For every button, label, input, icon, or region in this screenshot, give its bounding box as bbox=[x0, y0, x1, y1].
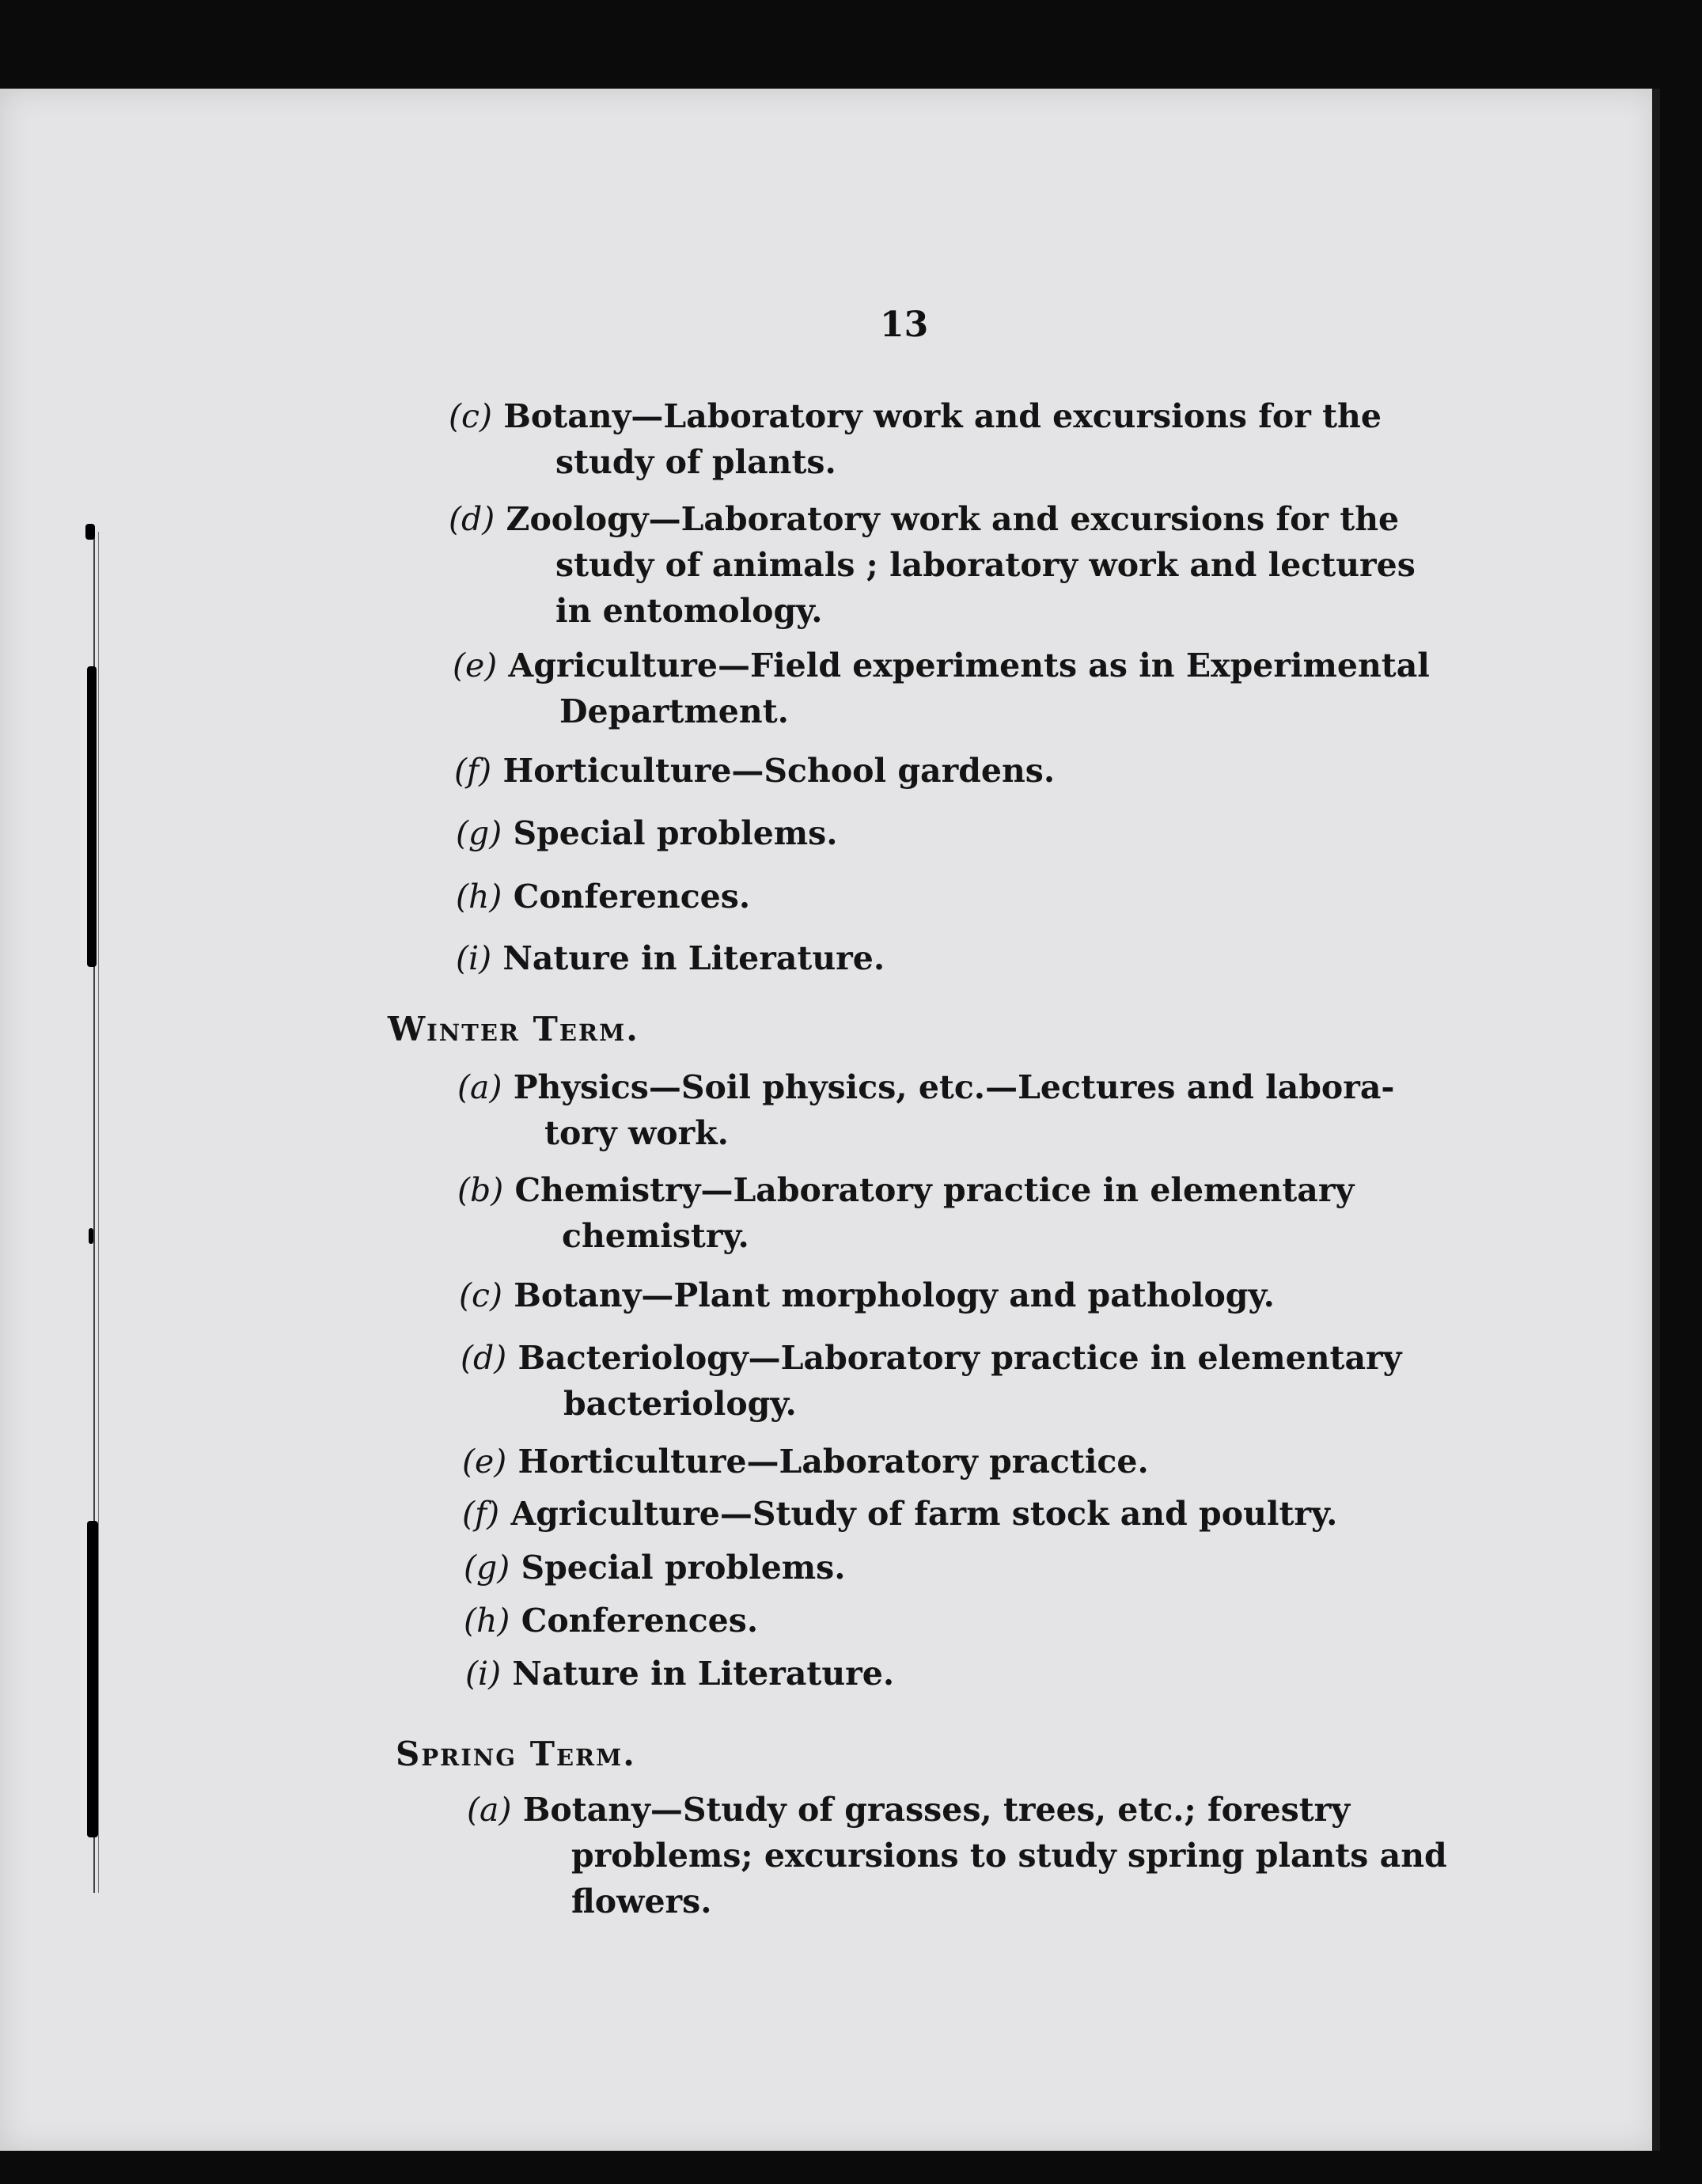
item-label: (a) bbox=[457, 1068, 502, 1106]
item-text: Special problems. bbox=[513, 814, 838, 852]
list-item bbox=[457, 1167, 1439, 1259]
item-label: (d) bbox=[461, 1339, 507, 1377]
item-text: Botany—Plant morphology and pathology. bbox=[514, 1276, 1275, 1314]
item-label: (c) bbox=[459, 1276, 502, 1314]
section-heading-winter: Winter Term. bbox=[388, 1010, 639, 1048]
item-text: Zoology—Laboratory work and excursions for the bbox=[506, 500, 1400, 538]
item-text: Nature in Literature. bbox=[502, 939, 885, 977]
item-label: (a) bbox=[467, 1791, 512, 1829]
list-item bbox=[456, 874, 1437, 919]
list-item bbox=[462, 1439, 1443, 1484]
item-text: Bacteriology—Laboratory practice in elementary bbox=[517, 1339, 1402, 1377]
list-item bbox=[453, 643, 1434, 734]
section-heading-spring: Spring Term. bbox=[396, 1735, 636, 1773]
item-text: Nature in Literature. bbox=[512, 1655, 895, 1693]
list-item bbox=[457, 1064, 1439, 1156]
list-item bbox=[449, 496, 1430, 634]
list-item bbox=[461, 1335, 1442, 1427]
item-label: (f) bbox=[454, 752, 492, 790]
item-text: Agriculture—Study of farm stock and poultry. bbox=[510, 1495, 1338, 1533]
list-item bbox=[467, 1787, 1456, 1924]
item-label: (h) bbox=[456, 878, 502, 916]
item-label: (i) bbox=[456, 939, 492, 977]
item-text-continued: problems; excursions to study spring plants and bbox=[571, 1837, 1447, 1875]
list-item bbox=[459, 1272, 1440, 1318]
item-text-continued: study of plants. bbox=[555, 443, 836, 481]
item-text: Chemistry—Laboratory practice in elementary bbox=[514, 1171, 1355, 1209]
item-label: (c) bbox=[449, 397, 492, 435]
item-text-continued: flowers. bbox=[571, 1883, 712, 1920]
list-item bbox=[462, 1491, 1443, 1537]
list-item bbox=[456, 810, 1437, 856]
item-text-continued: Department. bbox=[559, 692, 789, 730]
binding-marks bbox=[79, 532, 111, 1893]
item-text: Conferences. bbox=[513, 878, 751, 916]
item-text: Agriculture—Field experiments as in Experimental bbox=[508, 646, 1430, 684]
list-item bbox=[454, 748, 1435, 794]
item-label: (g) bbox=[456, 814, 502, 852]
item-label: (f) bbox=[462, 1495, 500, 1533]
item-text-continued: chemistry. bbox=[562, 1217, 749, 1255]
item-text: Botany—Study of grasses, trees, etc.; forestry bbox=[522, 1791, 1351, 1829]
list-item bbox=[449, 393, 1430, 485]
item-text-continued: in entomology. bbox=[555, 592, 823, 630]
item-text-continued: bacteriology. bbox=[563, 1385, 797, 1423]
item-text-continued: study of animals ; laboratory work and lectures bbox=[555, 546, 1416, 584]
item-text: Horticulture—School gardens. bbox=[502, 752, 1056, 790]
item-label: (e) bbox=[453, 646, 498, 684]
list-item bbox=[456, 935, 1437, 981]
item-label: (g) bbox=[464, 1549, 510, 1587]
item-text: Botany—Laboratory work and excursions for the bbox=[503, 397, 1382, 435]
item-label: (b) bbox=[457, 1171, 504, 1209]
item-label: (i) bbox=[465, 1655, 502, 1693]
item-label: (h) bbox=[464, 1602, 510, 1640]
list-item bbox=[464, 1598, 1445, 1644]
item-text: Horticulture—Laboratory practice. bbox=[517, 1443, 1149, 1481]
item-text-continued: tory work. bbox=[544, 1114, 729, 1152]
item-label: (e) bbox=[462, 1443, 507, 1481]
list-item bbox=[464, 1545, 1445, 1591]
list-item bbox=[465, 1651, 1446, 1697]
item-text: Physics—Soil physics, etc.—Lectures and labora- bbox=[513, 1068, 1395, 1106]
item-text: Conferences. bbox=[521, 1602, 759, 1640]
page-number: 13 bbox=[880, 305, 929, 345]
item-label: (d) bbox=[449, 500, 495, 538]
page-edge bbox=[1652, 89, 1660, 2151]
item-text: Special problems. bbox=[521, 1549, 846, 1587]
